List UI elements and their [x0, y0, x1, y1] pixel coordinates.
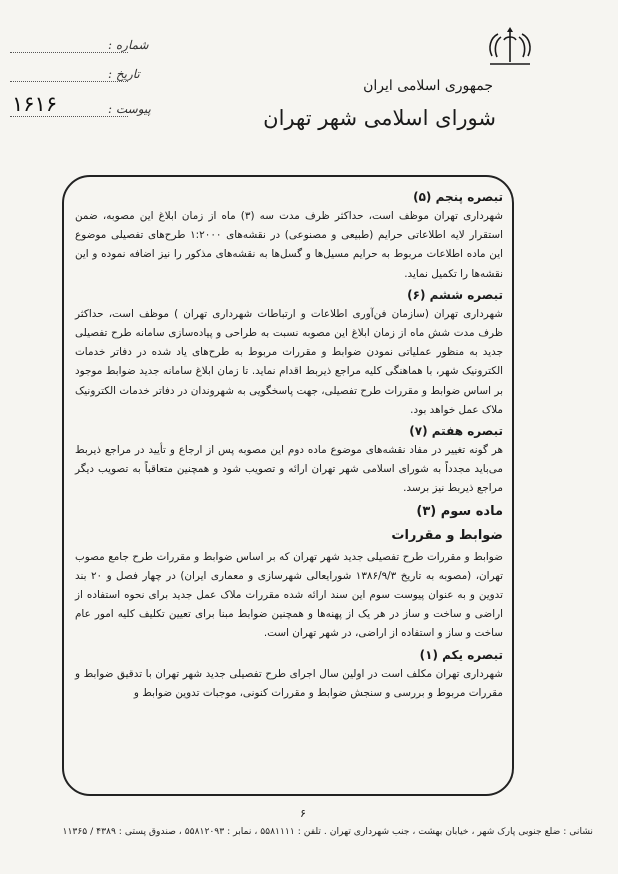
- iran-emblem-icon: [484, 26, 536, 70]
- section-title: تبصره پنجم (۵): [413, 190, 503, 204]
- article-title: ماده سوم (۳): [416, 503, 503, 519]
- council-title: شورای اسلامی شهر تهران: [263, 106, 496, 130]
- attachment-value: ۱۶۱۶: [12, 92, 58, 116]
- article-subtitle: ضوابط و مقررات: [391, 527, 503, 543]
- attachment-field: [10, 116, 128, 117]
- section-title: تبصره ششم (۶): [407, 287, 503, 302]
- note-title: تبصره یکم (۱): [419, 647, 503, 662]
- section-paragraph: هر گونه تغییر در مفاد نقشه‌های موضوع ماده دوم این مصوبه پس از ارجاع و تأیید در مراجع ذیربط می‌باید مجدداً به شورای اسلامی شهر تهران ارائه و تصویب شود و همچنین متعاقباً به تصویب دیگر مراجع ذیربط نیز برسد.: [75, 444, 503, 495]
- number-label: شماره :: [108, 38, 149, 52]
- section-paragraph: شهرداری تهران (سازمان فن‌آوری اطلاعات و ارتباطات شهرداری تهران ) موظف است، حداکثر ظرف مدت شش ماه از زمان ابلاغ این مصوبه نسبت به طراحی و پیاده‌سازی سامانه طرح تفصیلی جدید به منظور عملیاتی نمودن ضوابط و مقررات مربوط به طرح‌های یاد شده در دفاتر خدمات الکترونیک شهر، با هماهنگی کلیه مراجع ذیربط اقدام نماید. تا زمان ابلاغ سامانه جدید ضوابط موجود بر اساس ضوابط و مقررات طرح تفصیلی، جهت پاسخگویی به شهروندان در دفاتر خدمات الکترونیک ملاک عمل خواهد بود.: [75, 307, 503, 416]
- republic-title: جمهوری اسلامی ایران: [363, 78, 493, 94]
- page-number: ۶: [300, 807, 306, 820]
- date-label: تاریخ :: [108, 67, 140, 81]
- note-paragraph: شهرداری تهران مکلف است در اولین سال اجرای طرح تفصیلی جدید شهر تهران با تدقیق ضوابط و مقررات مربوط و بررسی و سنجش ضوابط و مقررات کنونی، موجبات تدوین ضوابط و: [75, 667, 503, 699]
- attachment-label: پیوست :: [108, 102, 151, 116]
- section-paragraph: شهرداری تهران موظف است، حداکثر ظرف مدت سه (۳) ماه از زمان ابلاغ این مصوبه، ضمن استقرار لایه اطلاعاتی حرایم (طبیعی و مصنوعی) در نقشه‌های ۱:۲۰۰۰ طرح‌های تفصیلی موضوع این ماده اطلاعات مربوط به حرایم مسیل‌ها و گسل‌ها به نقشه‌های مذکور را نیز اضافه نموده و این نقشه‌ها را تکمیل نماید.: [75, 210, 503, 280]
- date-field: [10, 81, 128, 82]
- number-field: [10, 52, 128, 53]
- footer-address: نشانی : ضلع جنوبی پارک شهر ، خیابان بهشت ، جنب شهرداری تهران . تلفن : ۵۵۸۱۱۱۱ ، نمابر : ۵۵۸۱۲۰۹۳ ، صندوق پستی : ۴۳۸۹ / ۱۱۳۶۵: [62, 826, 593, 837]
- article-paragraph: ضوابط و مقررات طرح تفصیلی جدید شهر تهران که بر اساس ضوابط و مقررات طرح جامع مصوب تهران، (مصوبه به تاریخ ۱۳۸۶/۹/۳ شورایعالی شهرسازی و معماری ایران) در چهار فصل و ۲۰ بند تدوین و به عنوان پیوست سوم این سند ارائه شده مقررات ملاک عمل جدید برای نحوه استفاده از اراضی و ساخت و ساز در هر یک از پهنه‌ها و همچنین ضوابط مبنا برای تعیین تکلیف کلیه امور عام ساخت و ساز و استفاده از اراضی، در شهر تهران است.: [75, 550, 503, 640]
- section-title: تبصره هفتم (۷): [409, 424, 503, 439]
- content-body: [75, 187, 503, 704]
